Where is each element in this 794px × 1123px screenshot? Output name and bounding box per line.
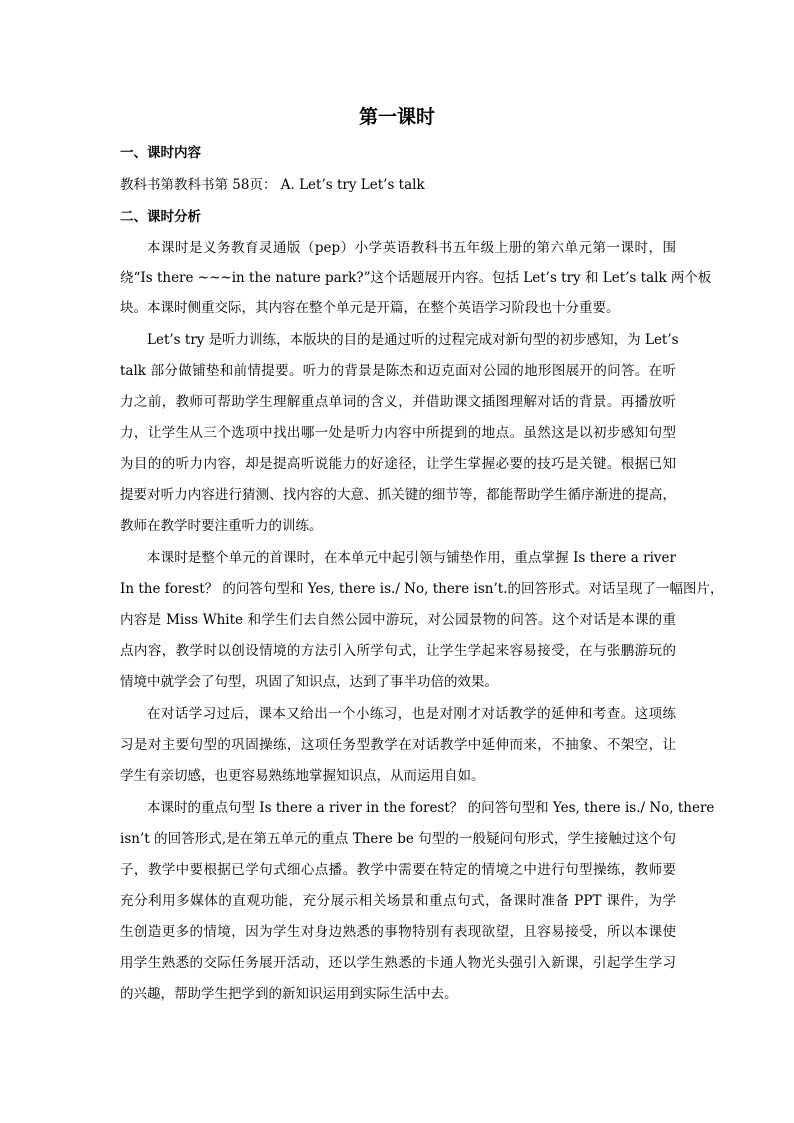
page-title: 第一课时 bbox=[358, 106, 435, 128]
paragraph-line: 力，让学生从三个选项中找出哪一处是听力内容中所提到的地点。虽然这是以初步感知句型 bbox=[120, 425, 676, 441]
paragraph-line: 本课时是整个单元的首课时，在本单元中起引领与铺垫作用，重点掌握 Is there a river bbox=[147, 550, 676, 566]
paragraph-line: 在对话学习过后，课本又给出一个小练习，也是对刚才对话教学的延伸和考查。这项练 bbox=[147, 706, 676, 722]
paragraph-line: 学生有亲切感，也更容易熟练地掌握知识点，从而运用自如。 bbox=[120, 768, 485, 784]
paragraph-line: 内容是 Miss White 和学生们去自然公园中游玩，对公园景物的问答。这个对话是本课的重 bbox=[120, 612, 676, 628]
paragraph-line: In the forest？ 的问答句型和 Yes, there is./ No, there isn’t.的回答形式。对话呈现了一幅图片， bbox=[120, 581, 724, 597]
paragraph-line: 充分利用多媒体的直观功能，充分展示相关场景和重点句式，备课时准备 PPT 课件，为学 bbox=[120, 893, 676, 909]
paragraph-line: Let’s try 是听力训练，本版块的目的是通过听的过程完成对新句型的初步感知，为 Let’s bbox=[147, 332, 679, 348]
paragraph-line: 习是对主要句型的巩固操练，这项任务型教学在对话教学中延伸而来，不抽象、不架空，让 bbox=[120, 737, 676, 753]
section-heading-lesson-analysis: 二、课时分析 bbox=[120, 209, 201, 225]
paragraph-line: 绕“Is there ~~~in the nature park?”这个话题展开内容。包括 Let’s try 和 Let’s talk 两个板 bbox=[120, 270, 712, 286]
paragraph-line: 为目的的听力内容，却是提高听说能力的好途径，让学生掌握必要的技巧是关键。根据已知 bbox=[120, 456, 676, 472]
paragraph-line: talk 部分做铺垫和前情提要。听力的背景是陈杰和迈克面对公园的地形图展开的问答。在听 bbox=[120, 363, 676, 379]
section-heading-lesson-content: 一、课时内容 bbox=[120, 145, 201, 161]
paragraph-line: 提要对听力内容进行猜测、找内容的大意、抓关键的细节等，都能帮助学生循序渐进的提高， bbox=[120, 487, 676, 503]
paragraph-line: 子，教学中要根据已学句式细心点播。教学中需要在特定的情境之中进行句型操练，教师要 bbox=[120, 862, 676, 878]
paragraph-line: 生创造更多的情境，因为学生对身边熟悉的事物特别有表现欲望，且容易接受，所以本课使 bbox=[120, 924, 676, 940]
paragraph-line: 情境中就学会了句型，巩固了知识点，达到了事半功倍的效果。 bbox=[120, 674, 498, 690]
paragraph-line: 的兴趣，帮助学生把学到的新知识运用到实际生活中去。 bbox=[120, 986, 458, 1002]
paragraph-line: 点内容，教学时以创设情境的方法引入所学句式，让学生学起来容易接受，在与张鹏游玩的 bbox=[120, 643, 676, 659]
paragraph-line: 用学生熟悉的交际任务展开活动，还以学生熟悉的卡通人物光头强引入新课，引起学生学习 bbox=[120, 955, 676, 971]
paragraph-line: 本课时是义务教育灵通版（pep）小学英语教科书五年级上册的第六单元第一课时，围 bbox=[147, 240, 676, 256]
paragraph-line: 教师在教学时要注重听力的训练。 bbox=[120, 518, 323, 534]
paragraph-line: isn’t 的回答形式,是在第五单元的重点 There be 句型的一般疑问句形式，学生接触过这个句 bbox=[120, 831, 676, 847]
paragraph-line: 块。本课时侧重交际，其内容在整个单元是开篇，在整个英语学习阶段也十分重要。 bbox=[120, 300, 620, 316]
paragraph-line: 力之前，教师可帮助学生理解重点单词的含义，并借助课文插图理解对话的背景。再播放听 bbox=[120, 394, 676, 410]
paragraph-line: 本课时的重点句型 Is there a river in the forest？ 的问答句型和 Yes, there is./ No, there bbox=[147, 800, 715, 816]
lesson-content-text: 教科书第教科书第 58页： A. Let’s try Let’s talk bbox=[120, 177, 425, 193]
